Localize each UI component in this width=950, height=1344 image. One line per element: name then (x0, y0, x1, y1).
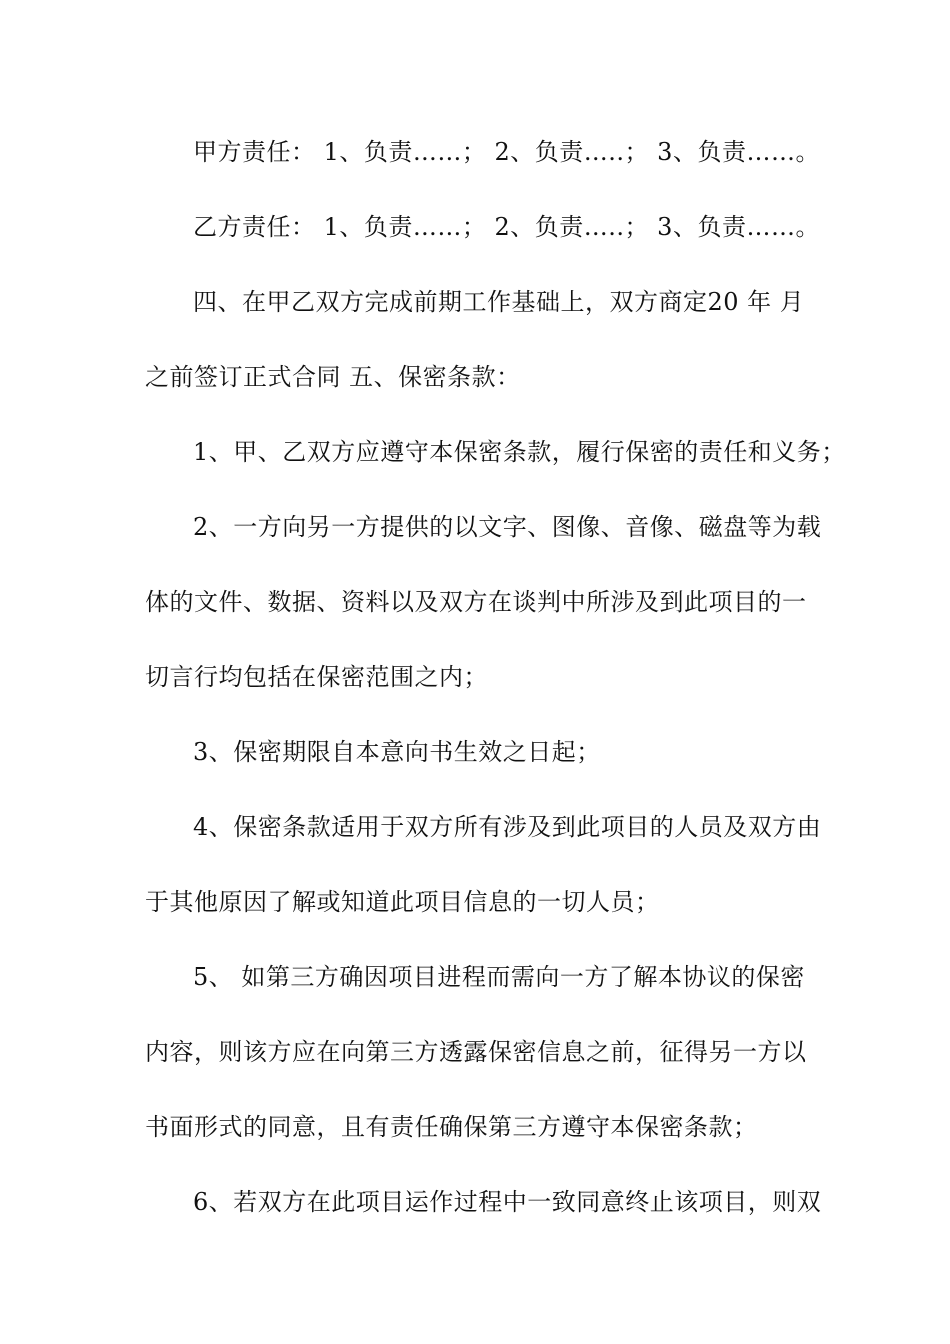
text-line: 乙方责任： 1、负责……； 2、负责…..； 3、负责……。 (193, 213, 820, 241)
text-line: 书面形式的同意，且有责任确保第三方遵守本保密条款； (145, 1113, 758, 1141)
text-line: 3、保密期限自本意向书生效之日起； (193, 738, 601, 766)
text-line: 甲方责任： 1、负责……； 2、负责…..； 3、负责……。 (193, 138, 820, 166)
text-line: 4、保密条款适用于双方所有涉及到此项目的人员及双方由 (193, 813, 822, 841)
text-line: 切言行均包括在保密范围之内； (145, 663, 488, 691)
text-line: 2、一方向另一方提供的以文字、图像、音像、磁盘等为载 (193, 513, 822, 541)
text-line: 体的文件、数据、资料以及双方在谈判中所涉及到此项目的一 (145, 588, 807, 616)
text-line: 之前签订正式合同 五、保密条款： (145, 363, 521, 391)
text-line: 于其他原因了解或知道此项目信息的一切人员； (145, 888, 660, 916)
text-line: 5、 如第三方确因项目进程而需向一方了解本协议的保密 (193, 963, 805, 991)
text-line: 四、在甲乙双方完成前期工作基础上，双方商定20 年 月 (193, 288, 805, 316)
text-line: 1、甲、乙双方应遵守本保密条款，履行保密的责任和义务； (193, 438, 846, 466)
text-line: 6、若双方在此项目运作过程中一致同意终止该项目，则双 (193, 1188, 822, 1216)
text-line: 内容，则该方应在向第三方透露保密信息之前，征得另一方以 (145, 1038, 807, 1066)
